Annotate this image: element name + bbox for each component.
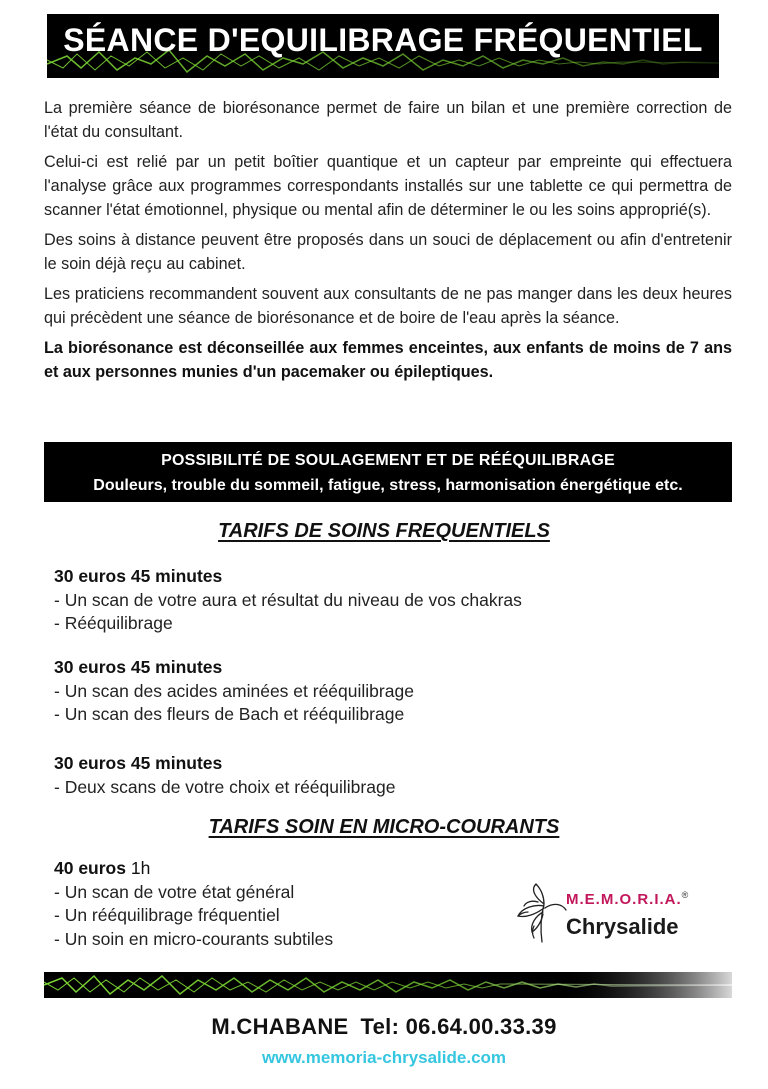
list-item: - Un soin en micro-courants subtiles bbox=[54, 928, 334, 949]
price-label: 30 euros 45 minutes bbox=[54, 657, 223, 677]
price-label: 30 euros 45 minutes bbox=[54, 753, 223, 773]
price-label: 30 euros 45 minutes bbox=[54, 566, 223, 586]
intro-section bbox=[44, 96, 732, 390]
practitioner-name: M.CHABANE bbox=[211, 1014, 349, 1039]
info-box-subheading: Douleurs, trouble du sommeil, fatigue, stress, harmonisation énergétique etc. bbox=[93, 477, 683, 494]
price-block bbox=[54, 656, 714, 727]
list-item: - Un scan de votre état général bbox=[54, 881, 295, 902]
service-list bbox=[54, 776, 714, 800]
butterfly-icon bbox=[514, 882, 570, 948]
brand-text: M.E.M.O.R.I.A. bbox=[566, 891, 682, 908]
registered-mark: ® bbox=[681, 890, 690, 900]
list-item: - Deux scans de votre choix et rééquilibrage bbox=[54, 776, 396, 797]
price-label bbox=[54, 857, 714, 881]
list-item: - Un scan des fleurs de Bach et rééquilibrage bbox=[54, 704, 405, 724]
service-list bbox=[54, 680, 714, 727]
list-item: - Un scan de votre aura et résultat du niveau de vos chakras bbox=[54, 589, 522, 610]
price-block bbox=[54, 752, 714, 799]
contact-line bbox=[0, 1013, 768, 1041]
memoria-chrysalide-logo bbox=[514, 880, 714, 952]
brand-name bbox=[566, 890, 689, 908]
brand-subtitle: Chrysalide bbox=[566, 914, 679, 939]
info-box-heading: POSSIBILITÉ DE SOULAGEMENT ET DE RÉÉQUILIBRAGE bbox=[161, 452, 615, 469]
section-title-micro-courants: TARIFS SOIN EN MICRO-COURANTS bbox=[208, 816, 560, 838]
service-list bbox=[54, 589, 714, 636]
footer-waveform-band bbox=[44, 972, 732, 998]
waveform-decoration bbox=[44, 972, 732, 998]
intro-paragraph: La première séance de biorésonance permet de faire un bilan et une première correction de l'état du consultant. bbox=[44, 99, 732, 141]
intro-paragraph: Les praticiens recommandent souvent aux consultants de ne pas manger dans les deux heures qui précèdent une séance de biorésonance et de boire de l'eau après la séance. bbox=[44, 285, 732, 327]
phone-number: Tel: 06.64.00.33.39 bbox=[360, 1014, 557, 1039]
contraindication-warning: La biorésonance est déconseillée aux femmes enceintes, aux enfants de moins de 7 ans et aux personnes munies d'un pacemaker ou épileptiques. bbox=[44, 339, 732, 381]
page-title: SÉANCE D'EQUILIBRAGE FRÉQUENTIEL bbox=[63, 22, 703, 58]
intro-paragraph: Des soins à distance peuvent être proposés dans un souci de déplacement ou afin d'entretenir le soin déjà reçu au cabinet. bbox=[44, 231, 732, 273]
relief-info-box bbox=[44, 442, 732, 502]
website-link[interactable]: www.memoria-chrysalide.com bbox=[261, 1048, 507, 1067]
price-duration: 1h bbox=[130, 858, 151, 878]
list-item: - Rééquilibrage bbox=[54, 613, 173, 633]
intro-paragraph: Celui-ci est relié par un petit boîtier quantique et un capteur par empreinte qui effectuera l'analyse grâce aux programmes correspondants installés sur une tablette ce qui permettra de scanner l'état émotionnel, physique ou mental afin de déterminer le ou les soins approprié(s). bbox=[44, 153, 732, 219]
price-amount: 40 euros bbox=[54, 858, 126, 878]
list-item: - Un rééquilibrage fréquentiel bbox=[54, 905, 280, 925]
section-title-frequentiels: TARIFS DE SOINS FREQUENTIELS bbox=[218, 520, 550, 542]
title-banner bbox=[47, 14, 719, 78]
price-block bbox=[54, 565, 714, 636]
list-item: - Un scan des acides aminées et rééquilibrage bbox=[54, 680, 414, 701]
